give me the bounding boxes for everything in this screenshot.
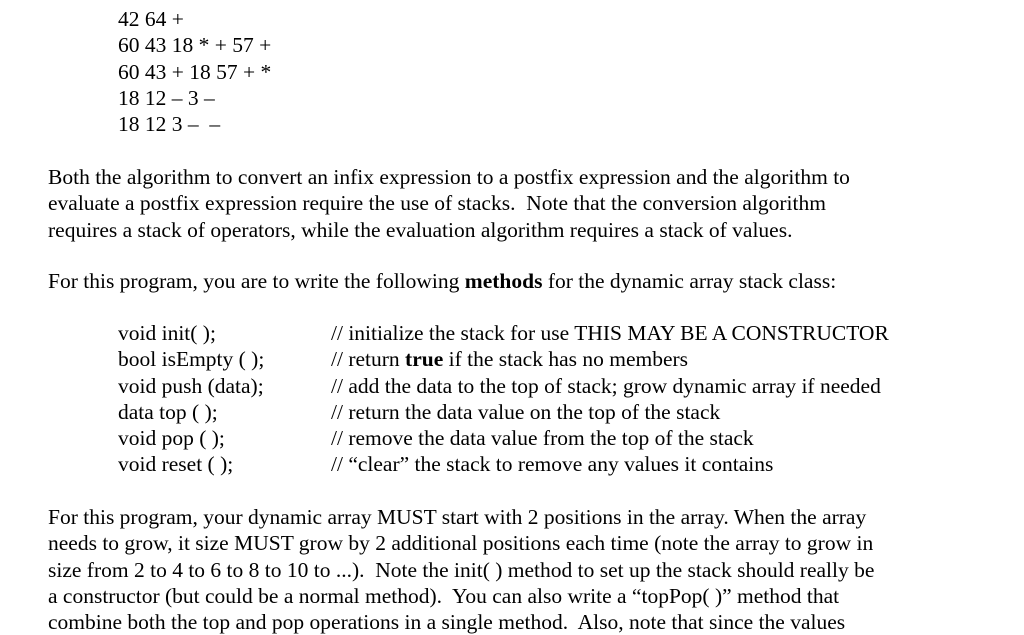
paragraph-text: For this program, you are to write the following: [48, 269, 465, 293]
bold-text: true: [405, 347, 444, 372]
postfix-expression: 60 43 + 18 57 + *: [118, 59, 272, 84]
stacks-intro-paragraph: [48, 164, 988, 243]
paragraph-line: a constructor (but could be a normal method). You can also write a “topPop( )” method that: [48, 583, 840, 608]
paragraph-line: For this program, your dynamic array MUST start with 2 positions in the array. When the array: [48, 505, 867, 529]
methods-intro-paragraph: [48, 268, 988, 294]
paragraph-line: size from 2 to 4 to 6 to 8 to 10 to ...). Note the init( ) method to set up the stack should really be: [48, 557, 875, 582]
method-row: [118, 425, 754, 451]
postfix-expression: 18 12 3 – –: [118, 112, 221, 137]
method-comment: // “clear” the stack to remove any values it contains: [331, 452, 774, 477]
paragraph-line: needs to grow, it size MUST grow by 2 additional positions each time (note the array to grow in: [48, 531, 874, 556]
postfix-expression: 42 64 +: [118, 7, 184, 31]
method-row: [118, 320, 889, 346]
postfix-expression: 18 12 – 3 –: [118, 85, 215, 110]
paragraph-line: evaluate a postfix expression require the use of stacks. Note that the conversion algorithm: [48, 191, 826, 216]
comment-text: if the stack has no members: [443, 347, 689, 372]
paragraph-line: Both the algorithm to convert an infix expression to a postfix expression and the algorithm to: [48, 165, 850, 189]
method-comment: // remove the data value from the top of the stack: [331, 426, 754, 451]
paragraph-text: for the dynamic array stack class:: [542, 269, 837, 293]
method-comment: // initialize the stack for use THIS MAY BE A CONSTRUCTOR: [331, 321, 889, 345]
method-row: [118, 451, 774, 477]
postfix-expression-list: [118, 6, 271, 137]
method-row: [118, 346, 689, 372]
dynamic-array-paragraph: [48, 504, 988, 635]
method-list: [118, 320, 889, 478]
paragraph-line: combine both the top and pop operations in a single method. Also, note that since the values: [48, 610, 846, 635]
method-row: [118, 399, 721, 425]
method-row: [118, 373, 881, 399]
paragraph-line: requires a stack of operators, while the evaluation algorithm requires a stack of values.: [48, 217, 793, 242]
method-signature: bool isEmpty ( );: [118, 347, 265, 372]
method-signature: void reset ( );: [118, 452, 234, 477]
method-signature: data top ( );: [118, 399, 218, 424]
method-comment: // add the data to the top of stack; grow dynamic array if needed: [331, 373, 881, 398]
comment-text: // return: [331, 347, 406, 372]
method-signature: void init( );: [118, 321, 216, 345]
method-signature: void push (data);: [118, 373, 264, 398]
method-comment: [331, 346, 688, 372]
bold-text: methods: [464, 269, 543, 293]
postfix-expression: 60 43 18 * + 57 +: [118, 33, 272, 58]
paragraph-line: [48, 268, 988, 294]
method-comment: // return the data value on the top of the stack: [331, 399, 721, 424]
method-signature: void pop ( );: [118, 426, 225, 451]
